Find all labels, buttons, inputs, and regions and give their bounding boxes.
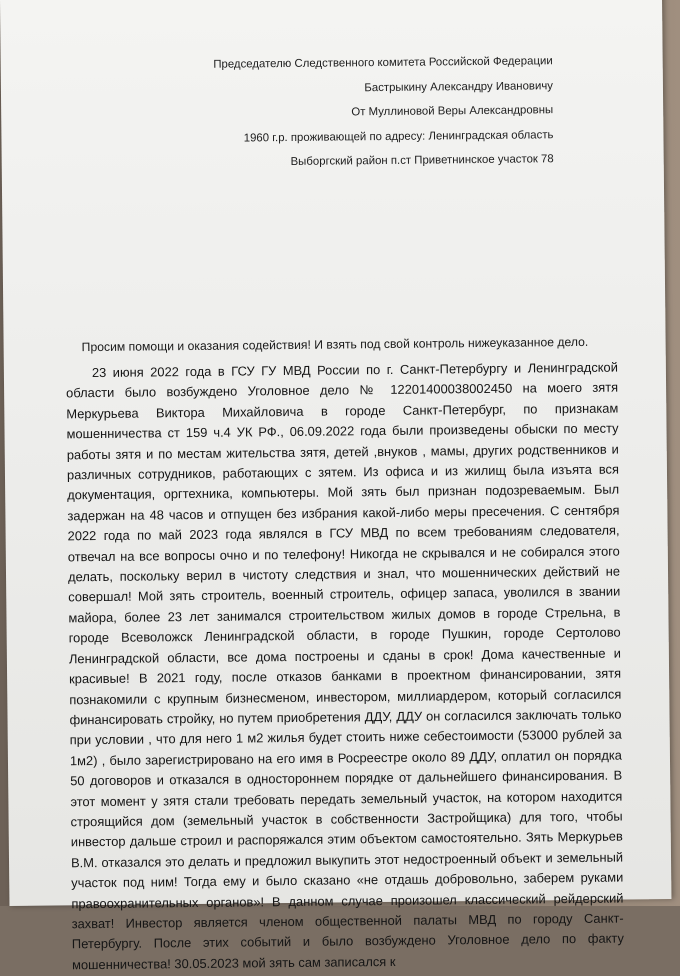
sender-line-1: От Муллиновой Веры Александровны [351,104,554,119]
address-block [133,54,554,181]
sender-line-3: Выборгский район п.ст Приветнинское участок 78 [290,153,554,168]
addressee-line-2: Бастрыкину Александру Ивановичу [364,79,553,94]
letter-body: 23 июня 2022 года в ГСУ ГУ МВД России по г. Санкт-Петербургу и Ленинградской области было возбуждено Уголовное дело № 12201400038002450 на моего зятя Меркурьева Виктора Михайловича в городе Санкт-Петербург, по признакам мошенничества ст 159 ч.4 УК РФ., 06.09.2022 года были произведены обыски по месту работы зятя и по местам жительства зятя, детей ,внуков , мамы, других родственников и различных сотрудников, работающих с зятем. Из офиса и из жилищ была изъята вся документация, оргтехника, компьютеры. Мой зять был признан подозреваемым. Был задержан на 48 часов и отпущен без избрания какой-либо меры пресечения. С сентября 2022 года по май 2023 года являлся в ГСУ МВД по всем требованиям следователя, отвечал на все вопросы очно и по телефону! Никогда не скрывался и не собирался этого делать, поскольку верил в чистоту следствия и знал, что мошеннических действий не совершал! Мой зять строитель, военный строитель, офицер запаса, уволился в звании майора, более 23 лет занимался строительством жилых домов в городе Стрельна, в городе Всеволожск Ленинградской области, в городе Пушкин, городе Сертолово Ленинградской области, все дома построены и сданы в срок! Дома качественные и красивые! В 2021 году, после отказов банками в проектном финансировании, зятя познакомили с крупным бизнесменом, инвестором, миллиардером, который согласился финансировать стройку, но путем приобретения ДДУ, ДДУ он согласился заключать только при условии , что для него 1 м2 жилья будет стоить ниже себестоимости (53000 рублей за 1м2) , было зарегистрировано на его имя в Росреестре около 89 ДДУ, оплатил он порядка 50 договоров и отказался в одностороннем порядке от дальнейшего финансирования. В этот момент у зятя стали требовать передать земельный участок, на котором находится строящийся дом (земельный участок в собственности Застройщика) для того, чтобы инвестор дальше строил и распоряжался этим объектом самостоятельно. Зять Меркурьев В.М. отказался это делать и предложил выкупить этот недостроенный объект и земельный участок под ним! Тогда ему и было сказано «не отдашь добровольно, заберем руками правоохранительных органов»! В данном случае произошел классический рейдерский захват! Инвестор является членом общественной палаты МВД по городу Санкт-Петербургу. После этих событий и было возбуждено Уголовное дело по факту мошенничества! 30.05.2023 мой зять сам записался к [66,359,624,973]
addressee-line-1: Председателю Следственного комитета Российской Федерации [213,55,553,71]
plea-line: Просим помощи и оказания содействия! И взять под свой контроль нижеуказанное дело. [81,334,589,355]
sender-line-2: 1960 г.р. проживающей по адресу: Ленинградская область [243,128,554,144]
